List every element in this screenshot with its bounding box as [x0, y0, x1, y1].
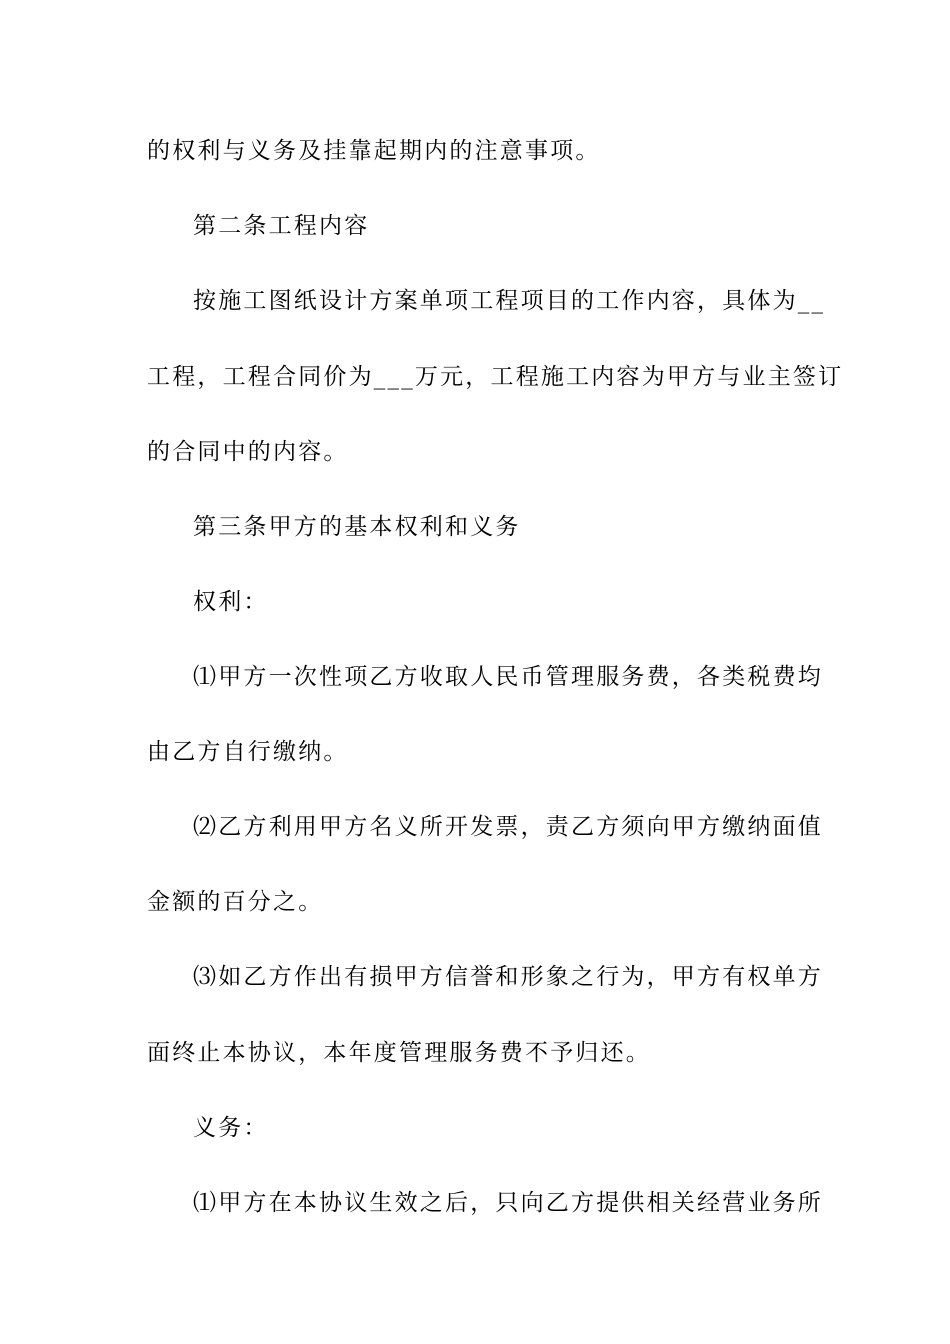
body-text-line: 的合同中的内容。 [147, 439, 349, 465]
body-text-line: 面终止本协议，本年度管理服务费不予归还。 [147, 1040, 651, 1066]
body-text-line: 的权利与义务及挂靠起期内的注意事项。 [147, 138, 601, 164]
body-text-line: 由乙方自行缴纳。 [147, 739, 349, 765]
section-heading: 第三条甲方的基本权利和义务 [193, 514, 521, 540]
body-text-line: 按施工图纸设计方案单项工程项目的工作内容，具体为__ [193, 288, 826, 314]
list-item: ⑴甲方一次性项乙方收取人民币管理服务费，各类税费均 [193, 664, 823, 690]
list-item: ⑶如乙方作出有损甲方信誉和形象之行为，甲方有权单方 [193, 964, 823, 990]
list-item: ⑴甲方在本协议生效之后，只向乙方提供相关经营业务所 [193, 1190, 823, 1216]
body-text-line: 工程，工程合同价为___万元，工程施工内容为甲方与业主签订 [147, 364, 844, 390]
subsection-label: 义务： [193, 1115, 269, 1141]
body-text-line: 金额的百分之。 [147, 889, 324, 915]
subsection-label: 权利： [193, 589, 269, 615]
section-heading: 第二条工程内容 [193, 213, 370, 239]
list-item: ⑵乙方利用甲方名义所开发票，责乙方须向甲方缴纳面值 [193, 814, 823, 840]
